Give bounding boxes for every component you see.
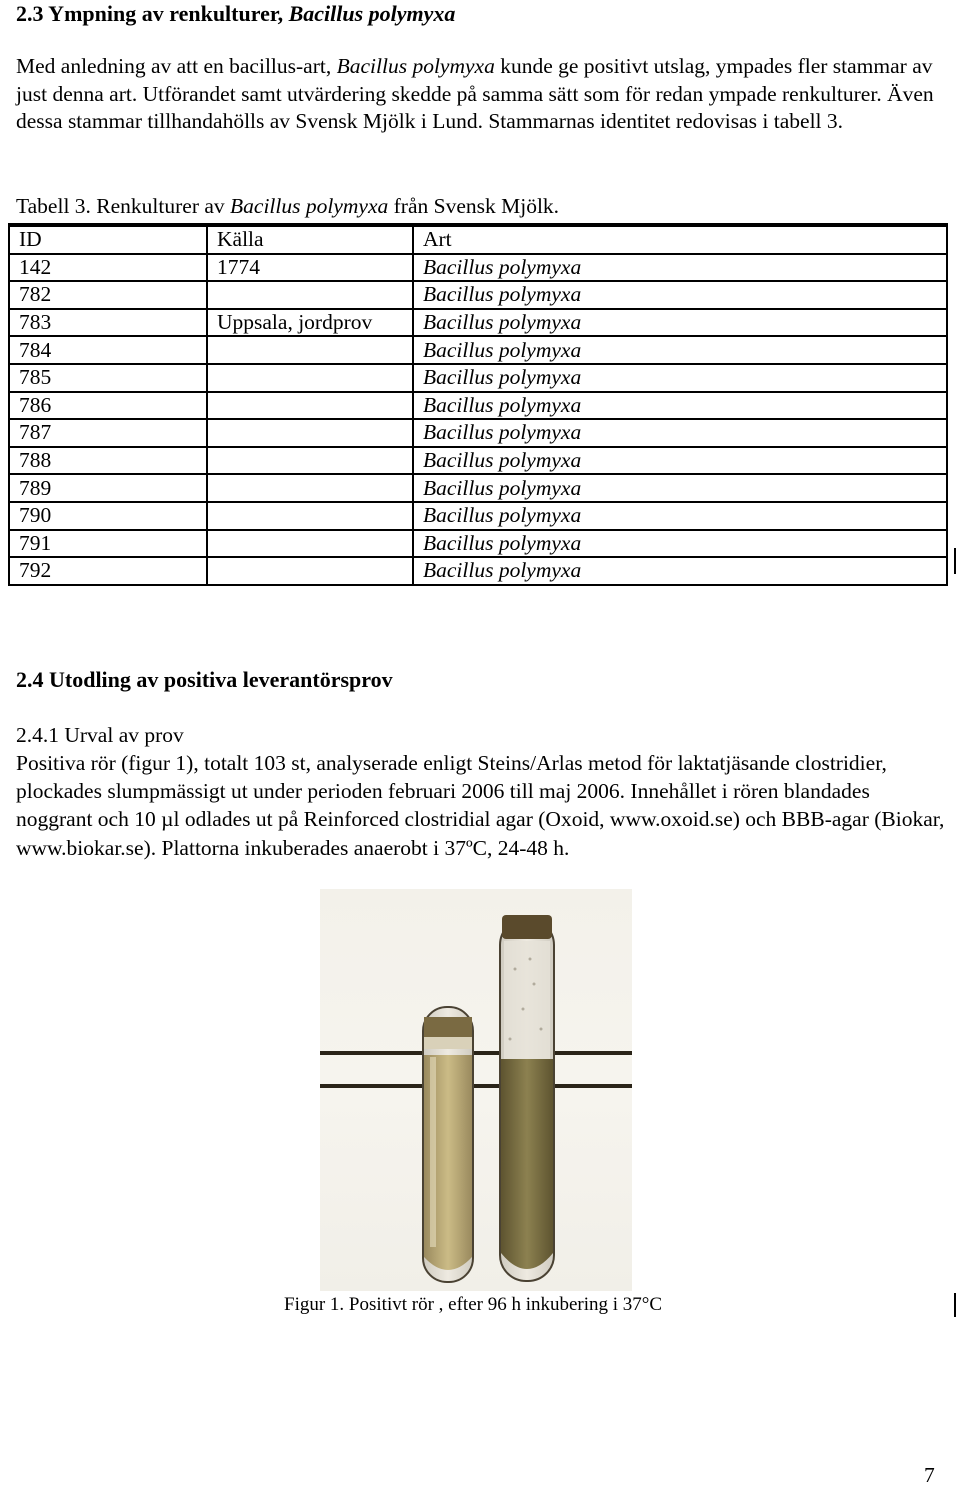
cell-source	[207, 419, 413, 447]
cell-id: 783	[9, 309, 207, 337]
paragraph-species: Bacillus polymyxa	[336, 54, 495, 78]
table-row	[9, 530, 947, 558]
cell-id: 791	[9, 530, 207, 558]
table-row	[9, 364, 947, 392]
table-row	[9, 392, 947, 420]
cell-id: 142	[9, 254, 207, 282]
section-2-4-paragraph: Positiva rör (figur 1), totalt 103 st, analyserade enligt Steins/Arlas metod för laktatjäsande clostridier, plockades slumpmässigt ut under perioden februari 2006 till maj 2006. Innehållet i rören blandades noggrant och 10 µl odlades ut på Reinforced clostridial agar (Oxoid, www.oxoid.se) och BBB-agar (Biokar, www.biokar.se). Plattorna inkuberades anaerobt i 37ºC, 24-48 h.	[16, 751, 945, 860]
cell-id: 790	[9, 502, 207, 530]
paragraph-text-2: kunde ge positivt utslag, ympades fler stammar av just denna art. Utförandet samt utvärdering skedde på samma sätt som för redan ympade renkulturer. Även dessa stammar tillhandahölls av Svensk Mjölk i Lund. Stammarnas identitet redovisas i tabell 3.	[16, 54, 934, 133]
table-row	[9, 281, 947, 309]
table-row	[9, 419, 947, 447]
cell-source	[207, 447, 413, 475]
cell-source	[207, 392, 413, 420]
cell-species: Bacillus polymyxa	[413, 364, 947, 392]
cell-source: 1774	[207, 254, 413, 282]
left-tube	[423, 1007, 473, 1282]
cell-id: 789	[9, 474, 207, 502]
table-row	[9, 309, 947, 337]
cell-species: Bacillus polymyxa	[413, 309, 947, 337]
cell-source	[207, 364, 413, 392]
table-row	[9, 254, 947, 282]
test-tubes-illustration	[320, 889, 632, 1291]
cell-species: Bacillus polymyxa	[413, 419, 947, 447]
header-species: Art	[413, 225, 947, 254]
table-header-row	[9, 225, 947, 254]
cell-source	[207, 336, 413, 364]
cell-id: 788	[9, 447, 207, 475]
heading-species: Bacillus polymyxa	[288, 1, 456, 26]
cell-species: Bacillus polymyxa	[413, 474, 947, 502]
table-row	[9, 336, 947, 364]
cell-source	[207, 502, 413, 530]
cell-species: Bacillus polymyxa	[413, 254, 947, 282]
tube-stopper	[502, 915, 552, 939]
background-line	[320, 1084, 632, 1088]
table-row	[9, 502, 947, 530]
cell-species: Bacillus polymyxa	[413, 502, 947, 530]
cell-id: 782	[9, 281, 207, 309]
change-bar	[954, 1293, 956, 1317]
header-source: Källa	[207, 225, 413, 254]
table-row	[9, 447, 947, 475]
cell-species: Bacillus polymyxa	[413, 530, 947, 558]
section-heading-2-4: 2.4 Utodling av positiva leverantörsprov	[16, 667, 393, 692]
table-caption	[16, 193, 559, 221]
strains-table	[8, 223, 948, 586]
cell-id: 792	[9, 557, 207, 585]
cell-species: Bacillus polymyxa	[413, 557, 947, 585]
cell-source	[207, 557, 413, 585]
cell-species: Bacillus polymyxa	[413, 392, 947, 420]
heading-text: 2.3 Ympning av renkulturer,	[16, 1, 289, 26]
change-bar	[954, 548, 956, 574]
cell-id: 784	[9, 336, 207, 364]
cell-source: Uppsala, jordprov	[207, 309, 413, 337]
cell-id: 787	[9, 419, 207, 447]
section-heading-2-3	[16, 1, 455, 27]
figure-1-caption: Figur 1. Positivt rör , efter 96 h inkubering i 37°C	[284, 1294, 663, 1315]
table-row	[9, 474, 947, 502]
background-line	[320, 1051, 632, 1055]
page-number: 7	[924, 1463, 935, 1487]
header-id: ID	[9, 225, 207, 254]
subsection-heading-2-4-1: 2.4.1 Urval av prov	[16, 723, 184, 747]
right-tube	[500, 915, 554, 1281]
table-caption-prefix: Tabell 3. Renkulturer av	[16, 194, 231, 218]
cell-species: Bacillus polymyxa	[413, 336, 947, 364]
cell-source	[207, 530, 413, 558]
section-2-3-paragraph	[16, 53, 946, 136]
figure-1-photo	[320, 889, 632, 1291]
cell-id: 786	[9, 392, 207, 420]
table-caption-suffix: från Svensk Mjölk.	[388, 194, 560, 218]
paragraph-text-1: Med anledning av att en bacillus-art,	[16, 54, 337, 78]
cell-id: 785	[9, 364, 207, 392]
cell-species: Bacillus polymyxa	[413, 281, 947, 309]
cell-species: Bacillus polymyxa	[413, 447, 947, 475]
cell-source	[207, 474, 413, 502]
table-caption-species: Bacillus polymyxa	[230, 194, 389, 218]
table-row	[9, 557, 947, 585]
cell-source	[207, 281, 413, 309]
